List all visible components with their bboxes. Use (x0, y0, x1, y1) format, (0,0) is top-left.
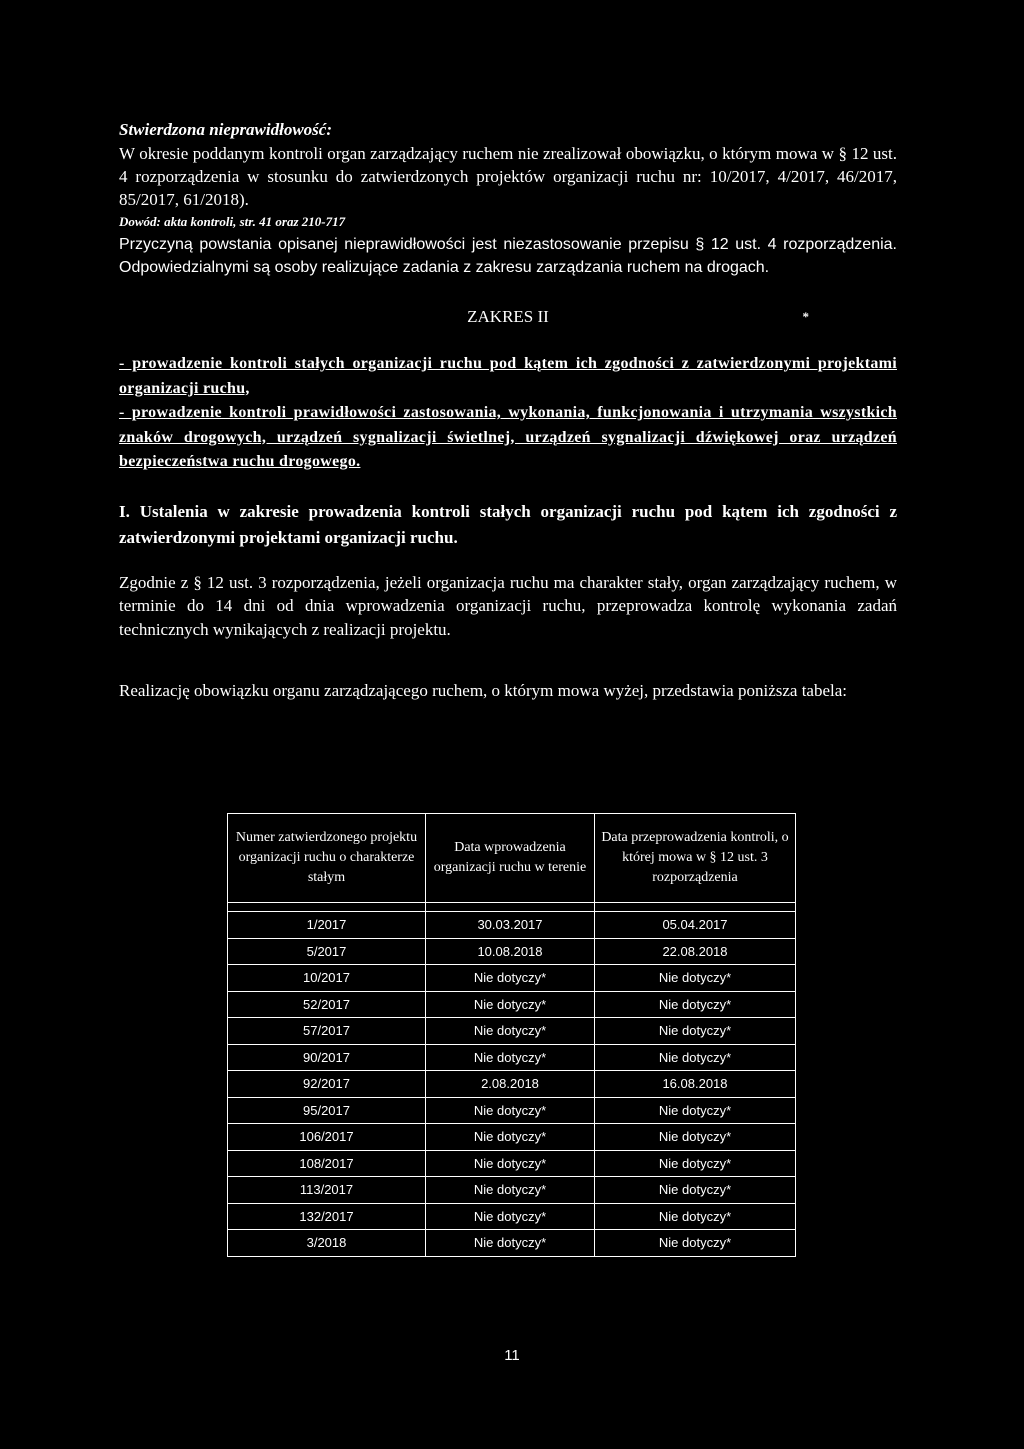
table-row (228, 1044, 796, 1071)
cell-inspection-date: Nie dotyczy* (595, 1124, 796, 1151)
cell-introduction-date: Nie dotyczy* (426, 1018, 595, 1045)
table-row (228, 1097, 796, 1124)
cell-inspection-date: 16.08.2018 (595, 1071, 796, 1098)
spacer-cell (228, 903, 426, 912)
scope-heading-wrap (119, 305, 897, 329)
finding-title: Stwierdzona nieprawidłowość: (119, 120, 333, 139)
header-project-number: Numer zatwierdzonego projektu organizacji ruchu o charakterze stałym (228, 814, 426, 903)
cell-project-number: 5/2017 (228, 938, 426, 965)
spacer-cell (595, 903, 796, 912)
section-heading: I. Ustalenia w zakresie prowadzenia kontroli stałych organizacji ruchu pod kątem ich zgodności z zatwierdzonymi projektami organizacji ruchu. (119, 501, 897, 547)
table-row (228, 965, 796, 992)
cell-inspection-date: Nie dotyczy* (595, 1150, 796, 1177)
cell-project-number: 3/2018 (228, 1230, 426, 1257)
scope-mark: * (802, 309, 809, 324)
cell-introduction-date: Nie dotyczy* (426, 1124, 595, 1151)
cell-inspection-date: Nie dotyczy* (595, 965, 796, 992)
cell-introduction-date: 30.03.2017 (426, 912, 595, 939)
inspection-table (227, 813, 796, 1257)
cell-introduction-date: Nie dotyczy* (426, 1150, 595, 1177)
scope-item-1: - prowadzenie kontroli stałych organizacji ruchu pod kątem ich zgodności z zatwierdzonymi projektami organizacji ruchu, (119, 355, 897, 397)
cell-project-number: 52/2017 (228, 991, 426, 1018)
section-paragraph-1: Zgodnie z § 12 ust. 3 rozporządzenia, jeżeli organizacja ruchu ma charakter stały, organ zarządzający ruchem, w terminie do 14 dni od dnia wprowadzenia organizacji ruchu, przeprowadza kontrolę wykonania zadań technicznych wynikających z realizacji projektu. (119, 572, 897, 639)
cell-inspection-date: Nie dotyczy* (595, 1018, 796, 1045)
cell-project-number: 132/2017 (228, 1203, 426, 1230)
cell-inspection-date: Nie dotyczy* (595, 1230, 796, 1257)
scope-item-2: - prowadzenie kontroli prawidłowości zastosowania, wykonania, funkcjonowania i utrzymania wszystkich znaków drogowych, urządzeń sygnalizacji świetlnej, urządzeń sygnalizacji dźwiękowej oraz urządzeń bezpieczeństwa ruchu drogowego. (119, 404, 897, 470)
cell-project-number: 106/2017 (228, 1124, 426, 1151)
header-introduction-date: Data wprowadzenia organizacji ruchu w terenie (426, 814, 595, 903)
cell-project-number: 113/2017 (228, 1177, 426, 1204)
header-inspection-date: Data przeprowadzenia kontroli, o której mowa w § 12 ust. 3 rozporządzenia (595, 814, 796, 903)
table-row (228, 1018, 796, 1045)
spacer-cell (426, 903, 595, 912)
table-row (228, 1203, 796, 1230)
cell-inspection-date: Nie dotyczy* (595, 1097, 796, 1124)
cell-project-number: 108/2017 (228, 1150, 426, 1177)
cell-introduction-date: Nie dotyczy* (426, 1230, 595, 1257)
table-body (228, 903, 796, 1257)
page-number: 11 (504, 1347, 520, 1364)
cell-project-number: 10/2017 (228, 965, 426, 992)
cell-inspection-date: Nie dotyczy* (595, 1177, 796, 1204)
cell-introduction-date: 10.08.2018 (426, 938, 595, 965)
cell-inspection-date: 05.04.2017 (595, 912, 796, 939)
cell-introduction-date: Nie dotyczy* (426, 991, 595, 1018)
cell-introduction-date: Nie dotyczy* (426, 1097, 595, 1124)
table-row (228, 1230, 796, 1257)
scope-title: ZAKRES II (467, 307, 549, 326)
cell-project-number: 57/2017 (228, 1018, 426, 1045)
cell-introduction-date: Nie dotyczy* (426, 1177, 595, 1204)
finding-body: W okresie poddanym kontroli organ zarządzający ruchem nie zrealizował obowiązku, o którym mowa w § 12 ust. 4 rozporządzenia w stosunku do zatwierdzonych projektów organizacji ruchu nr: 10/2017, 4/2017, 46/2017, 85/2017, 61/2018). (119, 144, 897, 209)
cell-inspection-date: Nie dotyczy* (595, 1044, 796, 1071)
table-row (228, 1071, 796, 1098)
cell-inspection-date: Nie dotyczy* (595, 1203, 796, 1230)
section-paragraph-2: Realizację obowiązku organu zarządzającego ruchem, o którym mowa wyżej, przedstawia poniższa tabela: (119, 681, 847, 700)
table-row (228, 1150, 796, 1177)
cell-project-number: 1/2017 (228, 912, 426, 939)
table-row (228, 1124, 796, 1151)
table-row (228, 1177, 796, 1204)
table-row (228, 938, 796, 965)
evidence-note: Dowód: akta kontroli, str. 41 oraz 210-717 (119, 214, 346, 229)
cell-project-number: 90/2017 (228, 1044, 426, 1071)
scope-list (119, 352, 897, 475)
table-row (228, 991, 796, 1018)
finding-cause: Przyczyną powstania opisanej nieprawidłowości jest niezastosowanie przepisu § 12 ust. 4 rozporządzenia. Odpowiedzialnymi są osoby realizujące zadania z zakresu zarządzania ruchem na drogach. (119, 236, 897, 276)
cell-introduction-date: Nie dotyczy* (426, 965, 595, 992)
cell-introduction-date: Nie dotyczy* (426, 1203, 595, 1230)
cell-introduction-date: 2.08.2018 (426, 1071, 595, 1098)
cell-project-number: 95/2017 (228, 1097, 426, 1124)
table-row (228, 912, 796, 939)
cell-inspection-date: 22.08.2018 (595, 938, 796, 965)
table-header-row (228, 814, 796, 903)
cell-inspection-date: Nie dotyczy* (595, 991, 796, 1018)
cell-project-number: 92/2017 (228, 1071, 426, 1098)
table-spacer-row (228, 903, 796, 912)
cell-introduction-date: Nie dotyczy* (426, 1044, 595, 1071)
document-page (119, 118, 897, 703)
